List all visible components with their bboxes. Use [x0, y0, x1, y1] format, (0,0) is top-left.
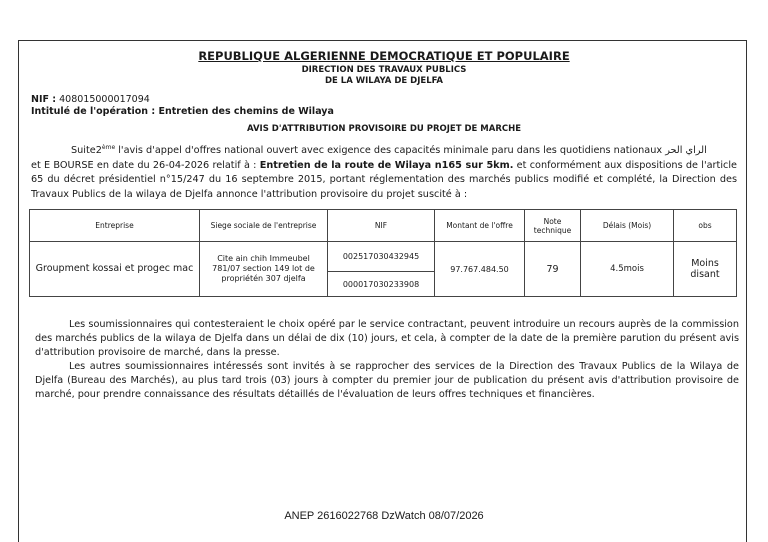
col-note: Note technique	[525, 210, 581, 242]
info-paragraph: Les autres soumissionnaires intéressés sont invités à se rapprocher des services de la Direction des Travaux Publics de la Wilaya de Djelfa (Bureau des Marchés), au plus tard trois (03) jours à compter du premier jour de publication du présent avis d'attribution provisoire de marché, pour prendre connaissance des résultats détaillés de l'évaluation de leurs offres techniques et financières.	[35, 361, 739, 400]
paragraph-line-1	[31, 141, 737, 159]
attribution-table	[29, 209, 737, 297]
table-header-row	[30, 210, 737, 242]
nif-label: NIF :	[31, 94, 57, 105]
closing-text	[35, 318, 739, 402]
cell-siege: Cite ain chih Immeubel 781/07 section 149 lot de propriétén 307 djelfa	[200, 242, 328, 297]
text-avis: l'avis d'appel d'offres national ouvert avec exigence des capacités minimale paru dans les quotidiens nationaux	[115, 145, 666, 157]
col-nif: NIF	[328, 210, 435, 242]
nif-line	[31, 94, 150, 105]
anep-reference: ANEP 2616022768 DzWatch 08/07/2026	[284, 510, 484, 522]
republic-title: REPUBLIQUE ALGERIENNE DEMOCRATIQUE ET POPULAIRE	[198, 49, 570, 63]
col-entreprise: Entreprise	[30, 210, 200, 242]
cell-delais: 4.5mois	[581, 242, 674, 297]
cell-nif-2: 000017030233908	[328, 272, 435, 297]
col-obs: obs	[674, 210, 737, 242]
notice-title: AVIS D'ATTRIBUTION PROVISOIRE DU PROJET DE MARCHE	[246, 124, 522, 134]
arabic-newspaper: الراي الحر	[665, 145, 707, 157]
superscript: ème	[101, 144, 116, 151]
cell-note: 79	[525, 242, 581, 297]
wilaya-title: DE LA WILAYA DE DJELFA	[324, 76, 444, 86]
table-row	[30, 242, 737, 272]
col-montant: Montant de l'offre	[435, 210, 525, 242]
text-bourse: et E BOURSE en date du 26-04-2026 relatif à :	[31, 159, 260, 171]
operation-title: Intitulé de l'opération : Entretien des chemins de Wilaya	[31, 106, 334, 117]
cell-montant: 97.767.484.50	[435, 242, 525, 297]
nif-value: 408015000017094	[59, 94, 150, 105]
col-delais: Délais (Mois)	[581, 210, 674, 242]
cell-obs: Moins disant	[674, 242, 737, 297]
project-object: Entretien de la route de Wilaya n165 sur 5km.	[259, 159, 514, 171]
notice-paragraph	[31, 141, 737, 202]
recourse-paragraph: Les soumissionnaires qui contesteraient le choix opéré par le service contractant, peuvent introduire un recours auprès de la commission des marchés publics de la wilaya de Djelfa dans un délai de dix (10) jours, et cela, à compter de la date de la première parution du présent avis d'attribution provisoire de marché, dans la presse.	[35, 319, 739, 358]
cell-entreprise: Groupment kossai et progec mac	[30, 242, 200, 297]
text-suite: Suite2	[71, 145, 102, 157]
cell-nif-1: 002517030432945	[328, 242, 435, 272]
text-decree: et conformément aux dispositions de l'article 65 du décret présidentiel n°15/247 du 16 septembre 2015, portant réglementation des marchés publics modifié et complété, la Direction des Travaux Publics de la wilaya de Djelfa annonce l'attribution provisoire du projet suscité à :	[31, 159, 737, 200]
paragraph-rest	[31, 159, 737, 203]
col-siege: Siege sociale de l'entreprise	[200, 210, 328, 242]
direction-title: DIRECTION DES TRAVAUX PUBLICS	[301, 65, 467, 75]
